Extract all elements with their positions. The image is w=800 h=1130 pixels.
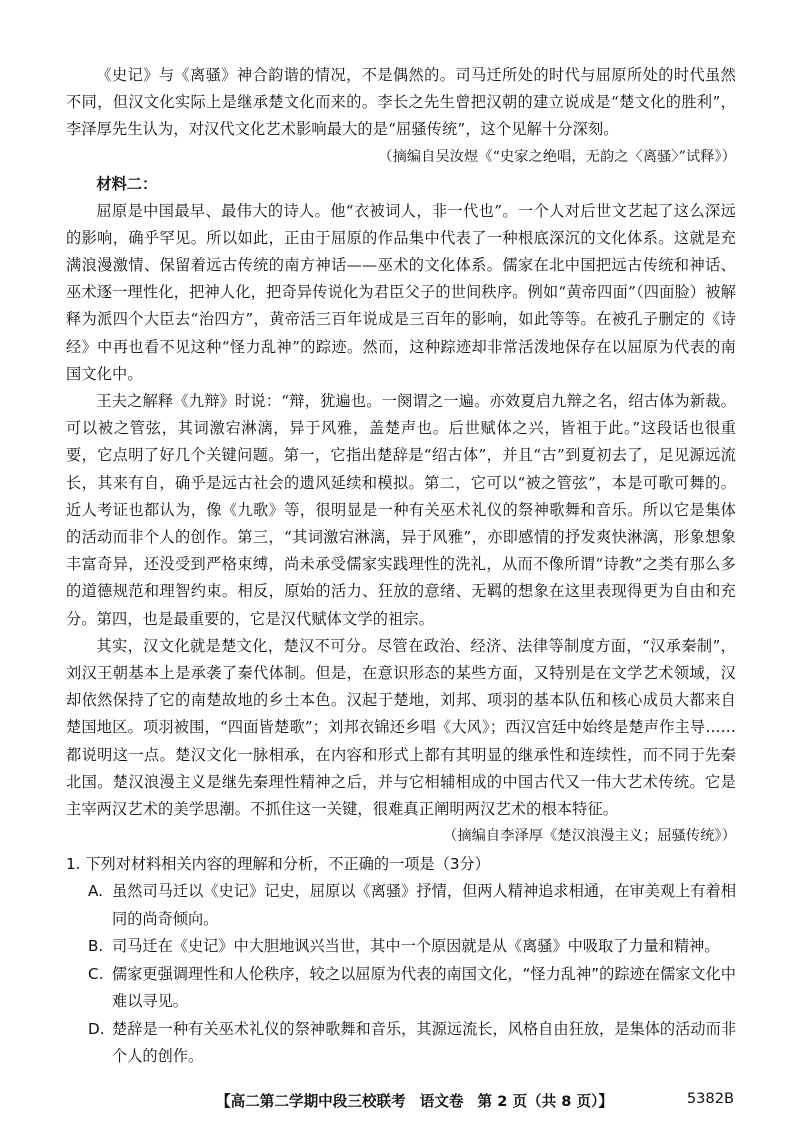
material2-source: （摘编自李泽厚《楚汉浪漫主义；屈骚传统》） [443, 828, 736, 845]
footer-exam-name: 【高二第二学期中段三校联考 [216, 1093, 406, 1110]
material2-paragraph-1: 屈原是中国最早、最伟大的诗人。他“衣被词人，非一代也”。一个人对后世文艺起了这么深远的影响，确乎罕见。所以如此，正由于屈原的作品集中代表了一种根底深沉的文化体系。这就是充满浪漫激情、保留着远古传统的南方神话——巫术的文化体系。儒家在北中国把远古传统和神话、巫术逐一理性化，把神人化，把奇异传说化为君臣父子的世间秩序。例如“黄帝四面”（四面脸）被解释为派四个大臣去“治四方”，黄帝活三百年说成是三百年的影响，如此等等。在被孔子删定的《诗经》中再也看不见这种“怪力乱神”的踪迹。然而，这种踪迹却非常活泼地保存在以屈原为代表的南国文化中。 [66, 201, 736, 383]
footer-exam-info [216, 1090, 613, 1111]
option-text: 楚辞是一种有关巫术礼仪的祭神歌舞和音乐，其源远流长，风格自由狂放，是集体的活动而非个人的创作。 [112, 1019, 736, 1066]
material1-tail-paragraph: 《史记》与《离骚》神合韵谐的情况，不是偶然的。司马迁所处的时代与屈原所处的时代虽然不同，但汉文化实际上是继承楚文化而来的。李长之先生曾把汉朝的建立说成是“楚文化的胜利”，李泽厚先生认为，对汉代文化艺术影响最大的是“屈骚传统”，这个见解十分深刻。 [66, 66, 736, 139]
material1-source: （摘编自吴汝煜《“史家之绝唱，无韵之〈离骚〉”试释》） [378, 148, 736, 165]
option-text: 虽然司马迁以《史记》记史，屈原以《离骚》抒情，但两人精神追求相通，在审美观上有着相同的尚奇倾向。 [112, 882, 736, 928]
option-letter: C. [88, 964, 104, 983]
material2-paragraph-2: 王夫之解释《九辩》时说：“辩，犹遍也。一阕谓之一遍。亦效夏启九辩之名，绍古体为新裁。可以被之管弦，其词激宕淋漓，异于风雅，盖楚声也。后世赋体之兴，皆祖于此。”这段话也很重要，它点明了好几个关键问题。第一，它指出楚辞是“绍古体”，并且“古”到夏初去了，足见源远流长，其来有自，确乎是远古社会的遗风延续和模拟。第二，它可以“被之管弦”，本是可歌可舞的。近人考证也都认为，像《九歌》等，很明显是一种有关巫术礼仪的祭神歌舞和音乐。所以它是集体的活动而非个人的创作。第三，“其词激宕淋漓，异于风雅”，亦即感情的抒发爽快淋漓，形象想象丰富奇异，还没受到严格束缚，尚未承受儒家实践理性的洗礼，从而不像所谓“诗教”之类有那么多的道德规范和理智约束。相反，原始的活力、狂放的意绪、无羁的想象在这里表现得更为自由和充分。第四，也是最重要的，它是汉代赋体文学的祖宗。 [66, 392, 736, 628]
option-letter: D. [88, 1019, 105, 1038]
footer-subject: 语文卷 [419, 1093, 464, 1110]
option-letter: B. [88, 937, 104, 956]
option-text: 儒家更强调理性和人伦秩序，较之以屈原为代表的南国文化，“怪力乱神”的踪迹在儒家文化中难以寻见。 [112, 964, 736, 1011]
question-1-stem: 1. 下列对材料相关内容的理解和分析，不正确的一项是（3分） [66, 855, 490, 874]
question-1-option-d [66, 1016, 736, 1071]
material2-paragraph-3: 其实，汉文化就是楚文化，楚汉不可分。尽管在政治、经济、法律等制度方面，“汉承秦制”，刘汉王朝基本上是承袭了秦代体制。但是，在意识形态的某些方面，又特别是在文学艺术领域，汉却依然保持了它的南楚故地的乡土本色。汉起于楚地，刘邦、项羽的基本队伍和核心成员大都来自楚国地区。项羽被围，“四面皆楚歌”；刘邦衣锦还乡唱《大风》；西汉宫廷中始终是楚声作主导……都说明这一点。楚汉文化一脉相承，在内容和形式上都有其明显的继承性和连续性，而不同于先秦北国。楚汉浪漫主义是继先秦理性精神之后，并与它相辅相成的中国古代又一伟大艺术传统。它是主宰两汉艺术的美学思潮。不抓住这一关键，很难真正阐明两汉艺术的根本特征。 [66, 636, 736, 819]
footer-page-number: 第 2 页（共 8 页）】 [477, 1093, 614, 1110]
question-1-option-a [66, 878, 736, 933]
option-text: 司马迁在《史记》中大胆地讽兴当世，其中一个原因就是从《离骚》中吸取了力量和精神。 [112, 937, 720, 956]
material2-heading: 材料二： [96, 174, 158, 193]
option-letter: A. [88, 882, 103, 901]
question-1-option-c [66, 961, 736, 1016]
question-1-option-b [66, 933, 736, 961]
footer-paper-code: 5382B [686, 1090, 734, 1107]
